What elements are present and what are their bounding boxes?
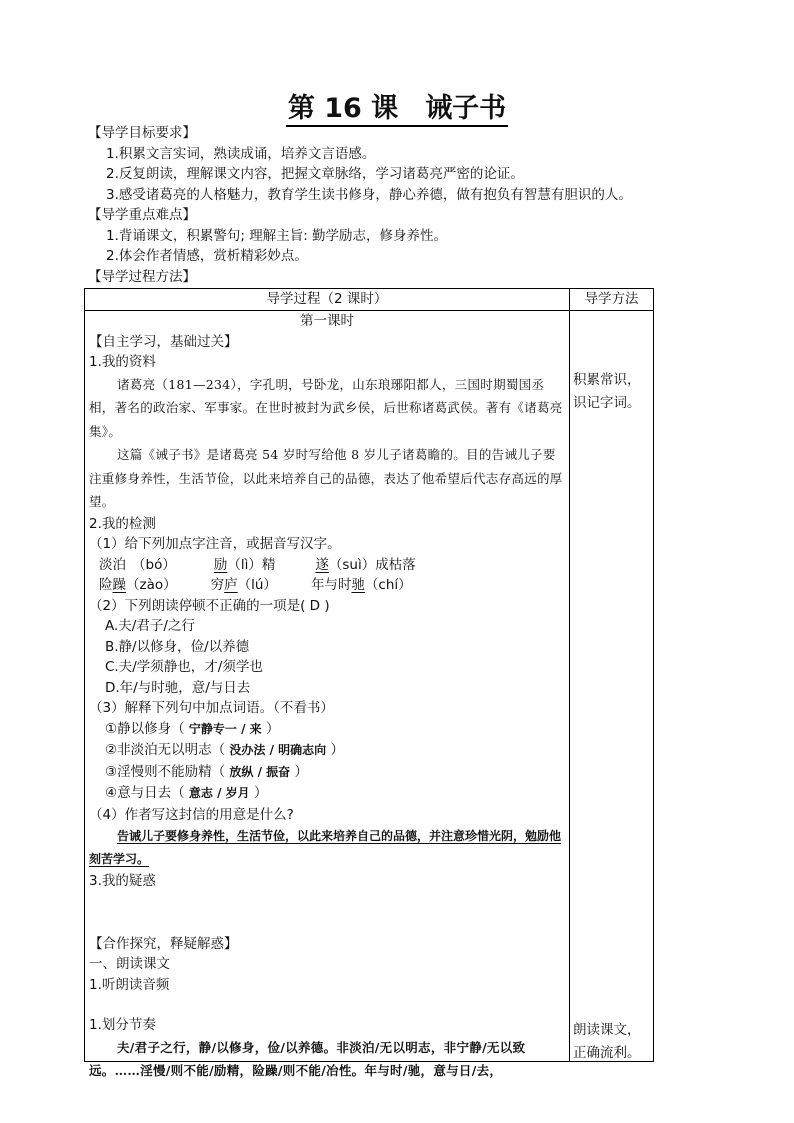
- col1-header: 导学过程（2 课时）: [85, 289, 570, 311]
- pinyin-word: 穷: [210, 577, 225, 593]
- pinyin-row-2: [89, 575, 565, 596]
- goal-item: 3.感受诸葛亮的人格魅力，教育学生读书修身，静心养德，做有抱负有智慧有胆识的人。: [106, 186, 632, 203]
- read-text-heading: 一、朗读课文: [89, 956, 170, 972]
- my-test-heading: 2.我的检测: [89, 515, 156, 532]
- q4-answer: 告诫儿子要修身养性，生活节俭，以此来培养自己的品德，并注意珍惜光阴，勉励他刻苦学习。: [89, 829, 562, 866]
- pinyin-answer: （lú）: [237, 577, 277, 593]
- pinyin-char: 躁: [112, 577, 126, 593]
- listen-heading: 1.听朗读音频: [89, 976, 170, 993]
- intro-paragraph: 这篇《诫子书》是诸葛亮 54 岁时写给他 8 岁儿子诸葛瞻的。目的告诫儿子要注重修身养性，生活节俭，以此来培养自己的品德，表达了他希望后代志存高远的厚望。: [89, 447, 563, 509]
- rhythm-heading: 1.划分节奏: [89, 1017, 156, 1033]
- page-title: 第 16 课 诫子书: [0, 86, 794, 125]
- pinyin-answer: （lì）精: [227, 556, 276, 573]
- q3-answer: 没办法 / 明确志向: [229, 743, 327, 757]
- bio-paragraph: 诸葛亮（181—234），字孔明，号卧龙，山东琅琊阳都人，三国时期蜀国丞相，著名的政治家、军事家。在世时被封为武乡侯，后世称诸葛武侯。著有《诸葛亮集》。: [89, 376, 563, 439]
- rhythm-text: 夫/君子之行，静/以修身，俭/以养德。非淡泊/无以明志，非宁静/无以致远。……淫慢/则不能/励精，险躁/则不能/冶性。年与时/驰，意与日/去，: [89, 1039, 526, 1078]
- blank-space: [89, 995, 565, 1015]
- q3-item: ②非淡泊无以明志（ 没办法 / 明确志向 ）: [105, 742, 344, 758]
- question-2: （2）下列朗读停顿不正确的一项是( D ): [89, 597, 330, 614]
- pinyin-answer: （suì）成枯落: [328, 556, 416, 573]
- key-points-heading: 【导学重点难点】: [88, 207, 196, 223]
- goal-item: 2.反复朗读，理解课文内容，把握文章脉络，学习诸葛亮严密的论证。: [106, 166, 524, 182]
- lesson-title: 第一课时: [300, 313, 354, 329]
- pinyin-answer: （chí）: [364, 577, 412, 593]
- guide-table: [84, 288, 654, 1078]
- pinyin-answer: （zào）: [126, 577, 177, 593]
- doubt-blank-space: [89, 892, 565, 934]
- method-note-2: 朗读课文，正确流利。: [573, 1022, 641, 1061]
- method-cell: [570, 311, 654, 1062]
- my-doubt-heading: 3.我的疑惑: [89, 873, 156, 889]
- pinyin-answer: （bó）: [132, 556, 176, 573]
- pinyin-char: 励: [213, 556, 228, 573]
- option-a: A.夫/君子/之行: [105, 618, 195, 634]
- col2-header: 导学方法: [570, 289, 654, 311]
- pinyin-word: 年与时: [310, 577, 352, 593]
- q3-answer: 意志 / 岁月: [188, 786, 250, 800]
- option-d: D.年/与时驰，意/与日去: [105, 679, 251, 696]
- coop-heading: 【合作探究，释疑解惑】: [89, 935, 238, 952]
- pinyin-row-1: [89, 555, 565, 576]
- q3-answer: 宁静专一 / 来: [188, 721, 262, 736]
- option-c: C.夫/学须静也，才/须学也: [105, 659, 263, 675]
- key-point-item: 1.背诵课文，积累警句; 理解主旨: 勤学励志，修身养性。: [106, 227, 448, 244]
- pinyin-word: 淡泊: [99, 556, 126, 573]
- q3-item: ①静以修身（ 宁静专一 / 来 ）: [105, 720, 280, 737]
- key-point-item: 2.体会作者情感，赏析精彩妙点。: [106, 248, 308, 264]
- question-1: （1）给下列加点字注音，或据音写汉字。: [89, 536, 341, 552]
- question-3: （3）解释下列句中加点词语。（不看书）: [89, 700, 334, 716]
- my-material-heading: 1.我的资料: [89, 354, 156, 370]
- self-study-heading: 【自主学习，基础过关】: [89, 333, 238, 350]
- question-4: （4）作者写这封信的用意是什么?: [89, 806, 294, 823]
- q3-item: ③淫慢则不能励精（ 放纵 / 振奋 ）: [105, 763, 308, 780]
- pinyin-char: 遂: [315, 556, 329, 573]
- pinyin-char: 庐: [224, 577, 238, 593]
- q3-answer: 放纵 / 振奋: [229, 764, 291, 779]
- pinyin-char: 驰: [351, 577, 365, 593]
- option-b: B.静/以修身，俭/以养德: [105, 638, 250, 655]
- pinyin-word: 险: [99, 577, 113, 593]
- process-cell: [85, 311, 570, 1078]
- goals-heading: 【导学目标要求】: [88, 125, 196, 141]
- goals-section: [90, 123, 690, 287]
- process-heading: 【导学过程方法】: [88, 268, 196, 285]
- method-note-1: 积累常识，识记字词。: [573, 372, 641, 411]
- q3-item: ④意与日去（ 意志 / 岁月 ）: [105, 785, 268, 801]
- goal-item: 1.积累文言实词，熟读成诵，培养文言语感。: [106, 145, 376, 162]
